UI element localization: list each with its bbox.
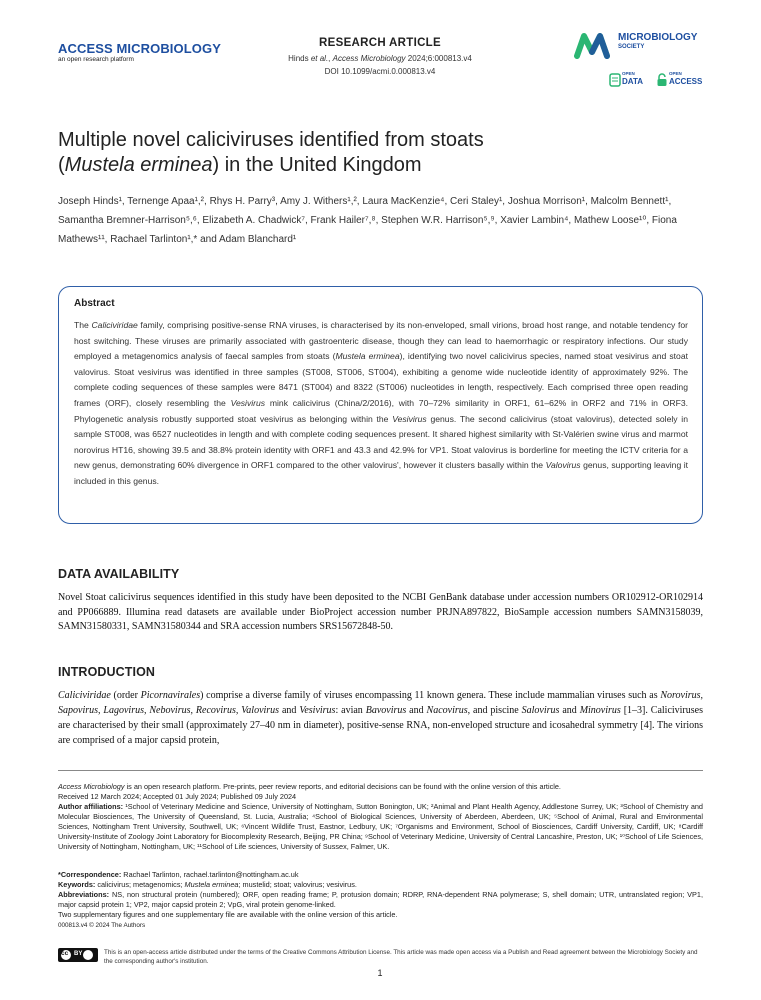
license-text: This is an open-access article distributed under the terms of the Creative Commons Attribution License. This article was made open access via a Publish and Read agreement between the Microbiology Society and the corresponding author's institution. bbox=[104, 949, 698, 965]
data-availability-text: Novel Stoat calicivirus sequences identified in this study have been deposited to the NCBI GenBank database under accession numbers OR102912-OR102914 and PP066889. Illumina read datasets are available under BioProject accession number PRJNA897822, BioSample accession numbers SAMN3158039, SAMN31580331, SAMN31580344 and SRA accession numbers SRS15672848-50. bbox=[58, 592, 703, 633]
open-access-lock-icon bbox=[656, 73, 668, 87]
abstract-text: The Caliciviridae family, comprising positive-sense RNA viruses, is characterised by its non-enveloped, small virions, broad host range, and notable tendency for host switching. These viruses are primarily associated with gastroenteric disease, though they can lead to haemorrhagic or respiratory infections. Our study employed a metagenomics analysis of faecal samples from stoats (Mustela erminea), identifying two novel calicivirus species, named stoat vesivirus and stoat valovirus. Stoat vesivirus was identified in three samples (ST008, ST006, ST004), exhibiting a genome wide nucleotide identity of approximately 92%. The complete coding sequences of these samples were 8471 (ST004) and 8322 (ST006) nucleotides in length, respectively. Each comprised three open reading frames (ORF), closely resembling the Vesivirus mink calicivirus (China/2/2016), with 70–72% similarity in ORF1, 61–62% in ORF2 and 71% in ORF3. Phylogenetic analysis robustly supported stoat vesivirus as belonging within the Vesivirus genus. The second calicivirus (stoat valovirus), detected solely in sample ST008, was 6527 nucleotides in length and with complete coding sequences present. It shared highest similarity with St-Valérien swine virus and marmot norovirus HT16, showing 39.5 and 38.8% protein identity with ORF1 and 43.3 and 42.9% for VP1. Stoat valovirus is borderline for meeting the ICTV criteria for a new genus, demonstrating 60% divergence in ORF1 compared to the other valovirus', however it clusters basally within the Valovirus genus, supporting leaving it included in this genus. bbox=[74, 320, 689, 486]
society-name-sub: SOCIETY bbox=[618, 44, 645, 50]
cc-by-license-icon[interactable] bbox=[58, 948, 98, 962]
journal-brand: ACCESS MICROBIOLOGY bbox=[58, 41, 221, 56]
keywords: Keywords: calicivirus; metagenomics; Mustela erminea; mustelid; stoat; valovirus; vesivirus. bbox=[58, 880, 357, 889]
article-header bbox=[250, 37, 510, 76]
introduction-text: Caliciviridae (order Picornavirales) comprise a diverse family of viruses encompassing 11 known genera. These include mammalian viruses such as Norovirus, Sapovirus, Lagovirus, Nebovirus, Recovirus, Valovirus and Vesivirus: avian Bavovirus and Nacovirus, and piscine Salovirus and Minovirus [1–3]. Caliciviruses are characterised by their small (approximately 27–40 nm in diameter), positive-sense RNA, non-enveloped structure and icosahedral symmetry [4]. The virions are comprised of a major capsid protein, bbox=[58, 690, 704, 746]
open-data-badge: OPEN DATA bbox=[622, 71, 644, 86]
article-type: RESEARCH ARTICLE bbox=[319, 37, 441, 49]
journal-brand-subtitle: an open research platform bbox=[58, 56, 134, 63]
abstract-heading: Abstract bbox=[74, 298, 115, 309]
article-title: Multiple novel caliciviruses identified from stoats (Mustela erminea) in the United Kingdom bbox=[58, 129, 484, 176]
citation-line: Hinds et al., Access Microbiology 2024;6:000813.v4 bbox=[288, 54, 472, 63]
correspondence: *Correspondence: Rachael Tarlinton, rachael.tarlinton@nottingham.ac.uk bbox=[58, 870, 299, 879]
introduction-heading: INTRODUCTION bbox=[58, 665, 156, 679]
article-dates: Received 12 March 2024; Accepted 01 July 2024; Published 09 July 2024 bbox=[58, 792, 297, 801]
cc-label: cc bbox=[61, 950, 69, 957]
open-access-badge: OPEN ACCESS bbox=[669, 71, 703, 86]
copyright-line: 000813.v4 © 2024 The Authors bbox=[58, 922, 146, 929]
supplementary-note: Two supplementary figures and one supplementary file are available with the online version of this article. bbox=[58, 910, 398, 919]
author-affiliations: Author affiliations: ¹School of Veterinary Medicine and Science, University of Nottingham, Sutton Bonington, UK; ²Animal and Plant Health Agency, Addlestone Surrey, UK; ³School of Chemistry and Molecular Biosciences, The University of Queensland, St. Lucia, Australia; ⁴School of Biological Sciences, University of Aberdeen, Aberdeen, UK; ⁵School of Animal, Rural and Environmental Sciences, Nottingham Trent University, Southwell, UK; ⁶Vincent Wildlife Trust, Eastnor, Ledbury, UK; ⁷Organisms and Environment, School of Biosciences, Cardiff University, Cardiff, UK; ⁸Cardiff University-Institute of Zoology Joint Laboratory for Biocomplexity Research, Beijing, PR China; ⁹School of Veterinary Medicine, University of Central Lancashire, Preston, UK; ¹⁰School of Life Sciences, University of Nottingham, Nottingham, UK; ¹¹School of Life sciences, University of Sussex, Falmer, UK. bbox=[58, 802, 703, 851]
author-list: Joseph Hinds¹, Ternenge Apaa¹,², Rhys H. Parry³, Amy J. Withers¹,², Laura MacKenzie⁴, Ceri Staley¹, Joshua Morrison¹, Malcolm Bennett¹, Samantha Bremner-Harrison⁵,⁶, Elizabeth A. Chadwick⁷, Frank Hailer⁷,⁸, Stephen W.R. Harrison⁵,⁹, Xavier Lambin⁴, Mathew Loose¹⁰, Fiona Mathews¹¹, Rachael Tarlinton¹,* and Adam Blanchard¹ bbox=[58, 196, 677, 245]
abbreviations: Abbreviations: NS, non structural protein (numbered); ORF, open reading frame; P, protusion domain; RDRP, RNA-dependent RNA polymerase; S, shell domain; UTR, untranslated region; VP1, major capsid protein 1; VP2, major capsid protein 2; VpG, viral protein genome-linked. bbox=[58, 890, 703, 909]
microbiology-society-logo-icon bbox=[574, 30, 618, 60]
footer-divider bbox=[58, 770, 703, 771]
platform-note: Access Microbiology is an open research platform. Pre-prints, peer review reports, and editorial decisions can be found with the online version of this article. bbox=[58, 782, 561, 791]
data-availability-heading: DATA AVAILABILITY bbox=[58, 567, 180, 581]
by-label: BY bbox=[74, 951, 83, 957]
open-data-icon bbox=[609, 73, 621, 87]
society-name: MICROBIOLOGY bbox=[618, 32, 698, 43]
page-number: 1 bbox=[377, 968, 383, 978]
doi-link[interactable]: DOI 10.1099/acmi.0.000813.v4 bbox=[324, 67, 436, 76]
